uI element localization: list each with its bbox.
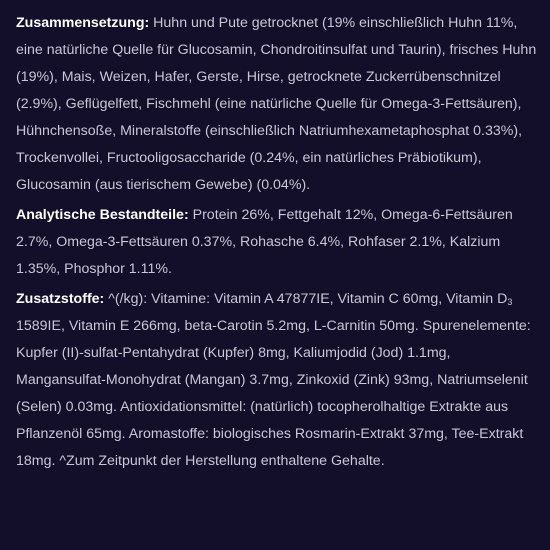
composition-text: Huhn und Pute getrocknet (19% einschließlich Huhn 11%, eine natürliche Quelle für Glucosamin, Chondroitinsulfat und Taurin), frisches Huhn (19%), Mais, Weizen, Hafer, Gerste, Hirse, getrocknete Zuckerrübenschnitzel (2.9%), Geflügelfett, Fischmehl (eine natürliche Quelle für Omega-3-Fettsäuren), Hühnchensoße, Mineralstoffe (einschließlich Natriumhexametaphosphat 0.33%), Trockenvollei, Fructooligosaccharide (0.24%, ein natürliches Präbiotikum), Glucosamin (aus tierischem Gewebe) (0.04%). xyxy=(16,15,537,193)
vitamin-d-subscript: 3 xyxy=(507,297,513,307)
composition-label: Zusammensetzung: xyxy=(16,15,150,31)
additives-text-part2: 1589IE, Vitamin E 266mg, beta-Carotin 5.2mg, L-Carnitin 50mg. Spurenelemente: Kupfer (II)-sulfat-Pentahydrat (Kupfer) 8mg, Kaliumjodid (Jod) 1.1mg, Mangansulfat-Monohydrat (Mangan) 3.7mg, Zinkoxid (Zink) 93mg, Natriumselenit (Selen) 0.03mg. Antioxidationsmittel: (natürlich) tocopherolhaltige Extrakte aus Pflanzenöl 65mg. Aromastoffe: biologisches Rosmarin-Extrakt 37mg, Tee-Extrakt 18mg. ^Zum Zeitpunkt der Herstellung enthaltene Gehalte. xyxy=(16,318,531,469)
composition-section xyxy=(16,10,540,199)
additives-section xyxy=(16,286,540,475)
analytical-label: Analytische Bestandteile: xyxy=(16,207,189,223)
analytical-text: Protein 26%, Fettgehalt 12%, Omega-6-Fettsäuren 2.7%, Omega-3-Fettsäuren 0.37%, Rohasche 6.4%, Rohfaser 2.1%, Kalzium 1.35%, Phosphor 1.11%. xyxy=(16,207,513,277)
additives-label: Zusatzstoffe: xyxy=(16,291,105,307)
analytical-section xyxy=(16,202,540,283)
additives-text-part1: ^(/kg): Vitamine: Vitamin A 47877IE, Vitamin C 60mg, Vitamin D xyxy=(104,291,508,307)
